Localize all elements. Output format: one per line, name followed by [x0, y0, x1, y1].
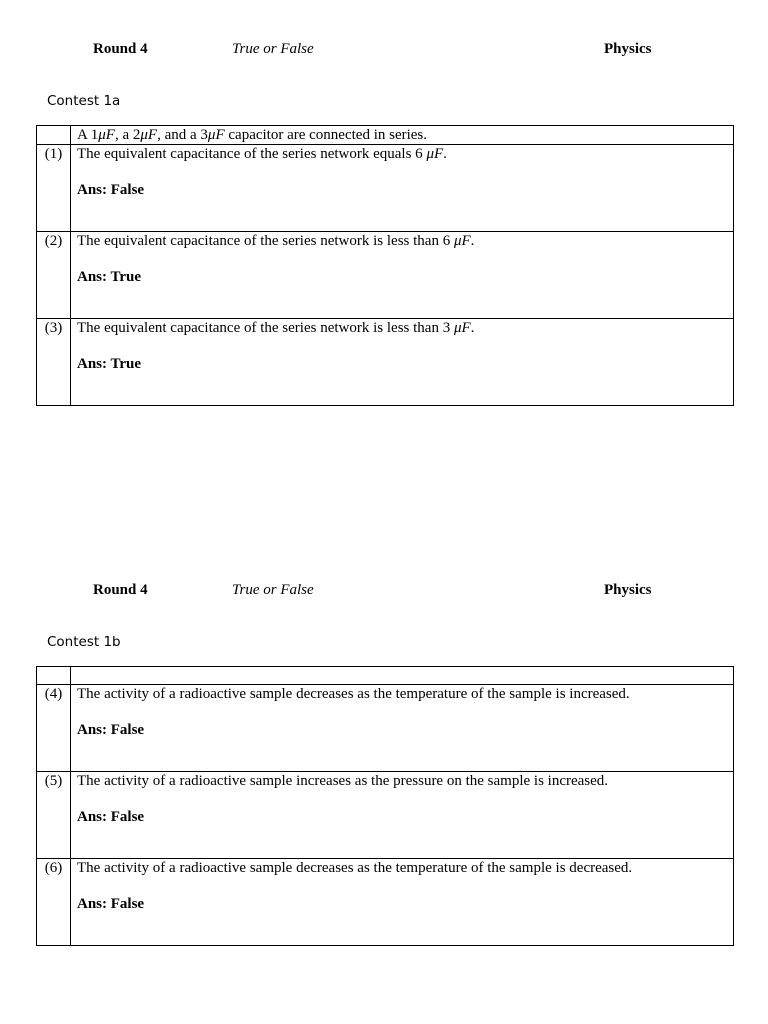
question-cell	[71, 859, 734, 946]
table-row	[37, 232, 734, 319]
table-row	[37, 772, 734, 859]
question-number: (2)	[37, 232, 71, 319]
question-text: The activity of a radioactive sample decreases as the temperature of the sample is decreased.	[77, 860, 633, 876]
question-cell	[71, 232, 734, 319]
question-cell	[71, 145, 734, 232]
question-number: (5)	[37, 772, 71, 859]
answer-text: Ans: True	[77, 356, 142, 372]
intro-text	[71, 667, 734, 685]
round-label: Round 4	[93, 41, 148, 57]
table-intro-row	[37, 126, 734, 145]
answer-text: Ans: False	[77, 896, 145, 912]
table-row	[37, 859, 734, 946]
question-type-label: True or False	[232, 41, 314, 57]
answer-text: Ans: False	[77, 182, 145, 198]
question-text: The equivalent capacitance of the series network is less than 6 μF.	[77, 233, 475, 249]
table-intro-row	[37, 667, 734, 685]
table-row	[37, 319, 734, 406]
intro-num-cell	[37, 667, 71, 685]
answer-text: Ans: False	[77, 809, 145, 825]
intro-text: A 1μF, a 2μF, and a 3μF capacitor are connected in series.	[71, 126, 734, 145]
contest-title: Contest 1a	[47, 93, 121, 109]
round-label: Round 4	[93, 582, 148, 598]
question-text: The activity of a radioactive sample increases as the pressure on the sample is increased.	[77, 773, 609, 789]
table-row	[37, 145, 734, 232]
question-number: (6)	[37, 859, 71, 946]
question-text: The activity of a radioactive sample decreases as the temperature of the sample is increased.	[77, 686, 630, 702]
subject-label: Physics	[604, 41, 652, 57]
question-cell	[71, 319, 734, 406]
subject-label: Physics	[604, 582, 652, 598]
question-cell	[71, 685, 734, 772]
question-text: The equivalent capacitance of the series network equals 6 μF.	[77, 146, 447, 162]
question-cell	[71, 772, 734, 859]
answer-text: Ans: False	[77, 722, 145, 738]
question-number: (4)	[37, 685, 71, 772]
table-row	[37, 685, 734, 772]
question-text: The equivalent capacitance of the series network is less than 3 μF.	[77, 320, 475, 336]
contest-title: Contest 1b	[47, 634, 121, 650]
answer-text: Ans: True	[77, 269, 142, 285]
question-number: (1)	[37, 145, 71, 232]
question-table-a	[36, 125, 734, 406]
question-table-b	[36, 666, 734, 946]
question-number: (3)	[37, 319, 71, 406]
intro-num-cell	[37, 126, 71, 145]
question-type-label: True or False	[232, 582, 314, 598]
